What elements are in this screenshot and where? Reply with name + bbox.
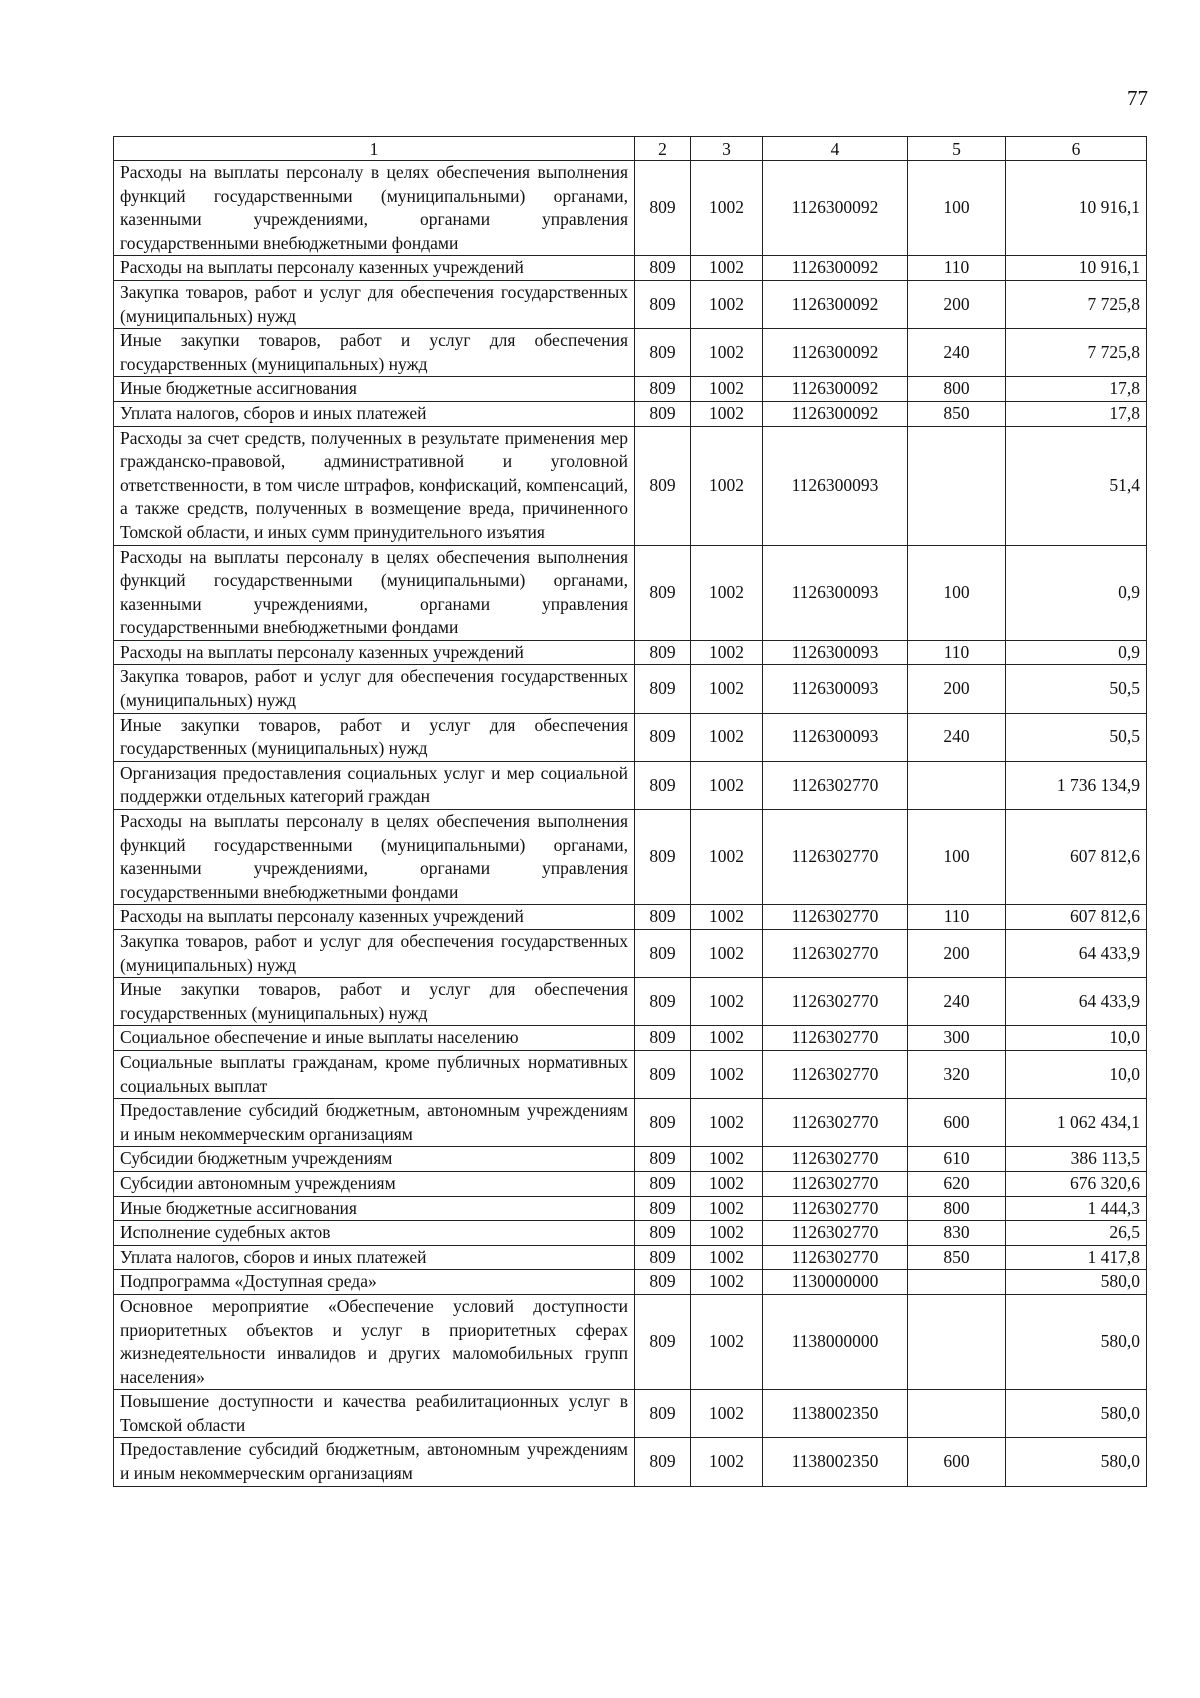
target-article-code: 1126302770: [763, 1099, 908, 1147]
table-row: [114, 545, 1147, 640]
row-description: Предоставление субсидий бюджетным, автономным учреждениям и иным некоммерческим организациям: [114, 1099, 635, 1147]
section-code: 1002: [691, 280, 763, 328]
table-row: [114, 810, 1147, 905]
ministry-code: 809: [635, 426, 691, 545]
column-header: 5: [908, 137, 1006, 161]
amount: 10,0: [1006, 1026, 1147, 1051]
row-description: Расходы за счет средств, полученных в результате применения мер гражданско-правовой, административной и уголовной ответственности, в том числе штрафов, конфискаций, компенсаций, а также средств, полученных в возмещение вреда, причиненного Томской области, и иных сумм принудительного изъятия: [114, 426, 635, 545]
target-article-code: 1126302770: [763, 1026, 908, 1051]
expense-type-code: [908, 1294, 1006, 1389]
ministry-code: 809: [635, 665, 691, 713]
table-row: [114, 1390, 1147, 1438]
amount: 607 812,6: [1006, 905, 1147, 930]
expense-type-code: 110: [908, 256, 1006, 281]
amount: 51,4: [1006, 426, 1147, 545]
expense-type-code: 600: [908, 1438, 1006, 1486]
table-row: [114, 1270, 1147, 1295]
target-article-code: 1126300092: [763, 161, 908, 256]
section-code: 1002: [691, 256, 763, 281]
section-code: 1002: [691, 1245, 763, 1270]
ministry-code: 809: [635, 256, 691, 281]
expense-type-code: [908, 426, 1006, 545]
table-row: [114, 1221, 1147, 1246]
ministry-code: 809: [635, 930, 691, 978]
expense-type-code: [908, 1270, 1006, 1295]
expense-type-code: 300: [908, 1026, 1006, 1051]
amount: 17,8: [1006, 377, 1147, 402]
target-article-code: 1126300092: [763, 401, 908, 426]
row-description: Расходы на выплаты персоналу в целях обеспечения выполнения функций государственными (муниципальными) органами, казенными учреждениями, органами управления государственными внебюджетными фондами: [114, 545, 635, 640]
target-article-code: 1126302770: [763, 1147, 908, 1172]
expense-type-code: 610: [908, 1147, 1006, 1172]
target-article-code: 1126302770: [763, 1196, 908, 1221]
ministry-code: 809: [635, 280, 691, 328]
section-code: 1002: [691, 665, 763, 713]
ministry-code: 809: [635, 1050, 691, 1098]
table-row: [114, 761, 1147, 809]
amount: 0,9: [1006, 640, 1147, 665]
row-description: Расходы на выплаты персоналу в целях обеспечения выполнения функций государственными (муниципальными) органами, казенными учреждениями, органами управления государственными внебюджетными фондами: [114, 161, 635, 256]
target-article-code: 1126300093: [763, 545, 908, 640]
ministry-code: 809: [635, 377, 691, 402]
section-code: 1002: [691, 761, 763, 809]
amount: 10 916,1: [1006, 256, 1147, 281]
row-description: Иные бюджетные ассигнования: [114, 1196, 635, 1221]
section-code: 1002: [691, 1221, 763, 1246]
amount: 580,0: [1006, 1294, 1147, 1389]
section-code: 1002: [691, 713, 763, 761]
target-article-code: 1126300093: [763, 426, 908, 545]
section-code: 1002: [691, 640, 763, 665]
table-row: [114, 713, 1147, 761]
target-article-code: 1126302770: [763, 978, 908, 1026]
table-row: [114, 640, 1147, 665]
target-article-code: 1126300092: [763, 329, 908, 377]
section-code: 1002: [691, 1270, 763, 1295]
section-code: 1002: [691, 161, 763, 256]
table-row: [114, 401, 1147, 426]
ministry-code: 809: [635, 810, 691, 905]
target-article-code: 1126300092: [763, 377, 908, 402]
table-row: [114, 665, 1147, 713]
section-code: 1002: [691, 1196, 763, 1221]
section-code: 1002: [691, 1099, 763, 1147]
target-article-code: 1126300093: [763, 713, 908, 761]
amount: 580,0: [1006, 1438, 1147, 1486]
row-description: Подпрограмма «Доступная среда»: [114, 1270, 635, 1295]
section-code: 1002: [691, 978, 763, 1026]
expense-type-code: 600: [908, 1099, 1006, 1147]
row-description: Закупка товаров, работ и услуг для обеспечения государственных (муниципальных) нужд: [114, 665, 635, 713]
target-article-code: 1138002350: [763, 1438, 908, 1486]
section-code: 1002: [691, 377, 763, 402]
expense-type-code: 100: [908, 810, 1006, 905]
ministry-code: 809: [635, 978, 691, 1026]
target-article-code: 1126302770: [763, 810, 908, 905]
table-row: [114, 905, 1147, 930]
section-code: 1002: [691, 401, 763, 426]
table-row: [114, 377, 1147, 402]
row-description: Закупка товаров, работ и услуг для обеспечения государственных (муниципальных) нужд: [114, 930, 635, 978]
amount: 26,5: [1006, 1221, 1147, 1246]
ministry-code: 809: [635, 1438, 691, 1486]
target-article-code: 1126300093: [763, 640, 908, 665]
amount: 64 433,9: [1006, 930, 1147, 978]
target-article-code: 1126302770: [763, 761, 908, 809]
table-row: [114, 1099, 1147, 1147]
table-row: [114, 1196, 1147, 1221]
expense-type-code: 200: [908, 280, 1006, 328]
ministry-code: 809: [635, 1099, 691, 1147]
amount: 10 916,1: [1006, 161, 1147, 256]
amount: 7 725,8: [1006, 280, 1147, 328]
expense-type-code: 240: [908, 329, 1006, 377]
ministry-code: 809: [635, 640, 691, 665]
ministry-code: 809: [635, 1196, 691, 1221]
target-article-code: 1130000000: [763, 1270, 908, 1295]
ministry-code: 809: [635, 1171, 691, 1196]
ministry-code: 809: [635, 713, 691, 761]
column-header: 6: [1006, 137, 1147, 161]
ministry-code: 809: [635, 761, 691, 809]
row-description: Иные бюджетные ассигнования: [114, 377, 635, 402]
expense-type-code: 240: [908, 713, 1006, 761]
row-description: Закупка товаров, работ и услуг для обеспечения государственных (муниципальных) нужд: [114, 280, 635, 328]
expense-type-code: 110: [908, 905, 1006, 930]
target-article-code: 1126302770: [763, 1171, 908, 1196]
ministry-code: 809: [635, 1026, 691, 1051]
row-description: Иные закупки товаров, работ и услуг для обеспечения государственных (муниципальных) нужд: [114, 713, 635, 761]
target-article-code: 1126302770: [763, 1245, 908, 1270]
ministry-code: 809: [635, 905, 691, 930]
table-row: [114, 930, 1147, 978]
row-description: Уплата налогов, сборов и иных платежей: [114, 401, 635, 426]
ministry-code: 809: [635, 1221, 691, 1246]
ministry-code: 809: [635, 545, 691, 640]
table-row: [114, 978, 1147, 1026]
table-row: [114, 329, 1147, 377]
amount: 1 736 134,9: [1006, 761, 1147, 809]
expense-type-code: 850: [908, 1245, 1006, 1270]
amount: 7 725,8: [1006, 329, 1147, 377]
row-description: Расходы на выплаты персоналу казенных учреждений: [114, 256, 635, 281]
target-article-code: 1126302770: [763, 930, 908, 978]
row-description: Иные закупки товаров, работ и услуг для обеспечения государственных (муниципальных) нужд: [114, 978, 635, 1026]
section-code: 1002: [691, 545, 763, 640]
row-description: Социальные выплаты гражданам, кроме публичных нормативных социальных выплат: [114, 1050, 635, 1098]
target-article-code: 1138000000: [763, 1294, 908, 1389]
expense-type-code: 100: [908, 545, 1006, 640]
table-row: [114, 1171, 1147, 1196]
amount: 386 113,5: [1006, 1147, 1147, 1172]
amount: 1 444,3: [1006, 1196, 1147, 1221]
table-body: [114, 161, 1147, 1487]
target-article-code: 1126300092: [763, 256, 908, 281]
expense-type-code: [908, 1390, 1006, 1438]
row-description: Социальное обеспечение и иные выплаты населению: [114, 1026, 635, 1051]
row-description: Основное мероприятие «Обеспечение условий доступности приоритетных объектов и услуг в приоритетных сферах жизнедеятельности инвалидов и других маломобильных групп населения»: [114, 1294, 635, 1389]
ministry-code: 809: [635, 1147, 691, 1172]
ministry-code: 809: [635, 1245, 691, 1270]
header-row: [114, 137, 1147, 161]
amount: 0,9: [1006, 545, 1147, 640]
target-article-code: 1126302770: [763, 905, 908, 930]
ministry-code: 809: [635, 1390, 691, 1438]
row-description: Субсидии автономным учреждениям: [114, 1171, 635, 1196]
expense-type-code: 800: [908, 377, 1006, 402]
target-article-code: 1138002350: [763, 1390, 908, 1438]
ministry-code: 809: [635, 1270, 691, 1295]
amount: 10,0: [1006, 1050, 1147, 1098]
expense-type-code: 110: [908, 640, 1006, 665]
expense-type-code: 240: [908, 978, 1006, 1026]
section-code: 1002: [691, 905, 763, 930]
expense-type-code: 320: [908, 1050, 1006, 1098]
section-code: 1002: [691, 1390, 763, 1438]
expense-type-code: 200: [908, 930, 1006, 978]
row-description: Предоставление субсидий бюджетным, автономным учреждениям и иным некоммерческим организациям: [114, 1438, 635, 1486]
column-header: 1: [114, 137, 635, 161]
section-code: 1002: [691, 1171, 763, 1196]
expense-type-code: 100: [908, 161, 1006, 256]
row-description: Расходы на выплаты персоналу казенных учреждений: [114, 640, 635, 665]
amount: 50,5: [1006, 713, 1147, 761]
budget-table: [113, 136, 1147, 1487]
table-row: [114, 426, 1147, 545]
row-description: Иные закупки товаров, работ и услуг для обеспечения государственных (муниципальных) нужд: [114, 329, 635, 377]
ministry-code: 809: [635, 1294, 691, 1389]
column-header: 2: [635, 137, 691, 161]
row-description: Субсидии бюджетным учреждениям: [114, 1147, 635, 1172]
table-row: [114, 1026, 1147, 1051]
target-article-code: 1126300093: [763, 665, 908, 713]
expense-type-code: 200: [908, 665, 1006, 713]
ministry-code: 809: [635, 401, 691, 426]
ministry-code: 809: [635, 329, 691, 377]
row-description: Расходы на выплаты персоналу казенных учреждений: [114, 905, 635, 930]
ministry-code: 809: [635, 161, 691, 256]
table-row: [114, 1438, 1147, 1486]
page-number: 77: [1127, 86, 1148, 110]
amount: 607 812,6: [1006, 810, 1147, 905]
table-row: [114, 1050, 1147, 1098]
table-row: [114, 161, 1147, 256]
column-header: 3: [691, 137, 763, 161]
amount: 1 062 434,1: [1006, 1099, 1147, 1147]
amount: 580,0: [1006, 1390, 1147, 1438]
table-row: [114, 1245, 1147, 1270]
row-description: Исполнение судебных актов: [114, 1221, 635, 1246]
column-header: 4: [763, 137, 908, 161]
expense-type-code: 620: [908, 1171, 1006, 1196]
table-row: [114, 280, 1147, 328]
row-description: Уплата налогов, сборов и иных платежей: [114, 1245, 635, 1270]
row-description: Организация предоставления социальных услуг и мер социальной поддержки отдельных категорий граждан: [114, 761, 635, 809]
table-row: [114, 1147, 1147, 1172]
expense-type-code: 800: [908, 1196, 1006, 1221]
expense-type-code: 830: [908, 1221, 1006, 1246]
amount: 50,5: [1006, 665, 1147, 713]
section-code: 1002: [691, 1050, 763, 1098]
target-article-code: 1126302770: [763, 1050, 908, 1098]
amount: 580,0: [1006, 1270, 1147, 1295]
section-code: 1002: [691, 1438, 763, 1486]
section-code: 1002: [691, 1026, 763, 1051]
table-row: [114, 1294, 1147, 1389]
amount: 676 320,6: [1006, 1171, 1147, 1196]
expense-type-code: 850: [908, 401, 1006, 426]
section-code: 1002: [691, 1147, 763, 1172]
table-row: [114, 256, 1147, 281]
section-code: 1002: [691, 930, 763, 978]
section-code: 1002: [691, 810, 763, 905]
section-code: 1002: [691, 426, 763, 545]
row-description: Повышение доступности и качества реабилитационных услуг в Томской области: [114, 1390, 635, 1438]
amount: 1 417,8: [1006, 1245, 1147, 1270]
section-code: 1002: [691, 1294, 763, 1389]
target-article-code: 1126300092: [763, 280, 908, 328]
amount: 64 433,9: [1006, 978, 1147, 1026]
row-description: Расходы на выплаты персоналу в целях обеспечения выполнения функций государственными (муниципальными) органами, казенными учреждениями, органами управления государственными внебюджетными фондами: [114, 810, 635, 905]
section-code: 1002: [691, 329, 763, 377]
target-article-code: 1126302770: [763, 1221, 908, 1246]
expense-type-code: [908, 761, 1006, 809]
amount: 17,8: [1006, 401, 1147, 426]
